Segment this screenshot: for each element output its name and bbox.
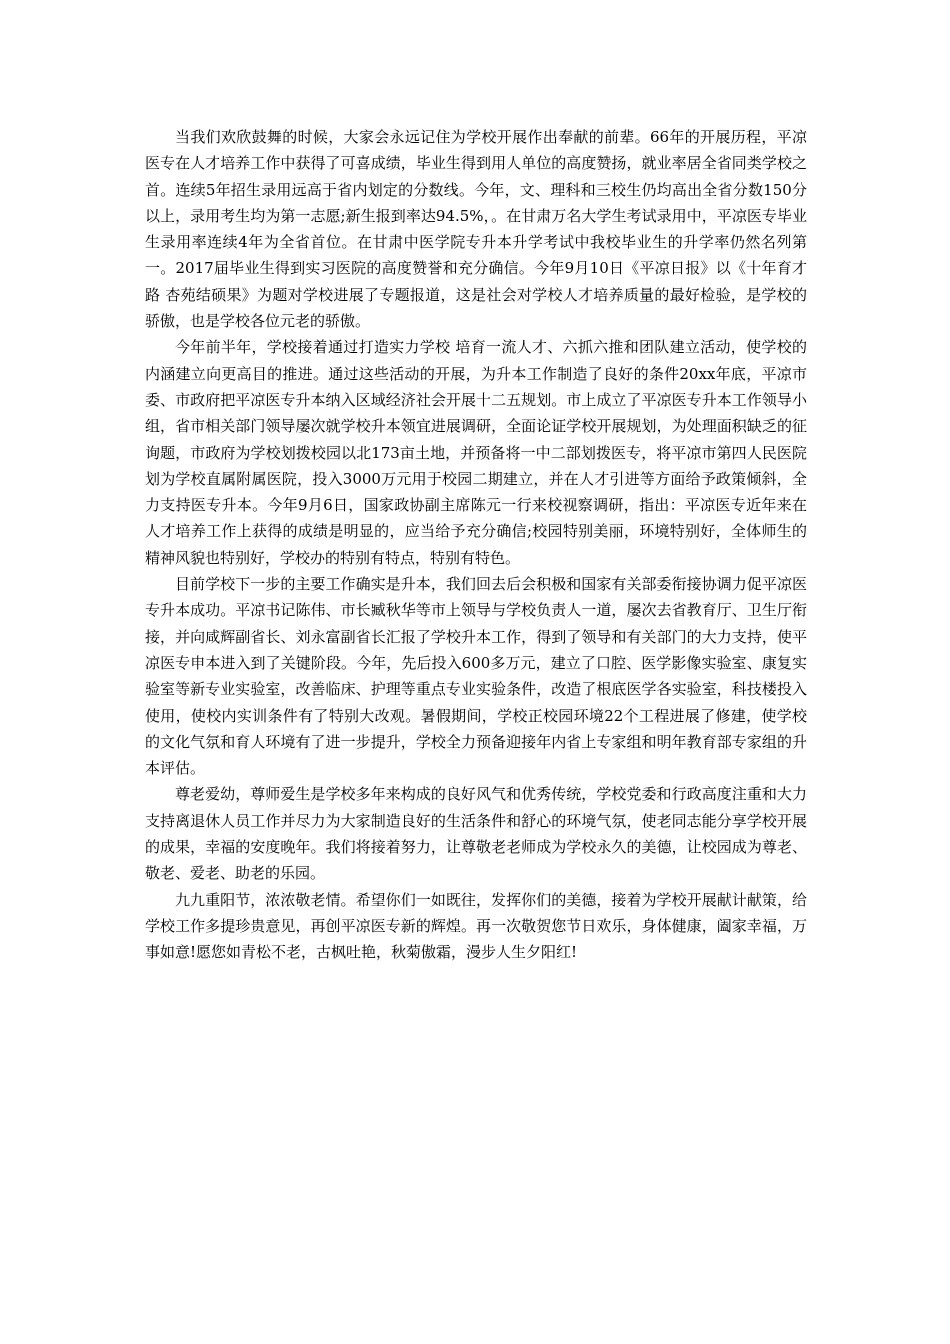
paragraph-5: 九九重阳节，浓浓敬老情。希望你们一如既往，发挥你们的美德，接着为学校开展献计献策，给学校工作多提珍贵意见，再创平凉医专新的辉煌。再一次敬贺您节日欢乐，身体健康，阖家幸福，万事如意!愿您如青松不老，古枫吐艳，秋菊傲霜，漫步人生夕阳红! — [145, 890, 807, 962]
paragraph-4: 尊老爱幼，尊师爱生是学校多年来构成的良好风气和优秀传统，学校党委和行政高度注重和大力支持离退休人员工作并尽力为大家制造良好的生活条件和舒心的环境气氛，使老同志能分享学校开展的成果，幸福的安度晚年。我们将接着努力，让尊敬老老师成为学校永久的美德，让校园成为尊老、敬老、爱老、助老的乐园。 — [145, 785, 807, 883]
paragraph-3: 目前学校下一步的主要工作确实是升本，我们回去后会积极和国家有关部委衔接协调力促平凉医专升本成功。平凉书记陈伟、市长臧秋华等市上领导与学校负责人一道，屡次去省教育厅、卫生厅衔接，并向咸辉副省长、刘永富副省长汇报了学校升本工作，得到了领导和有关部门的大力支持，使平凉医专申本进入到了关键阶段。今年，先后投入600多万元，建立了口腔、医学影像实验室、康复实验室等新专业实验室，改善临床、护理等重点专业实验条件，改造了根底医学各实验室，科技楼投入使用，使校内实训条件有了特别大改观。暑假期间，学校正校园环境22个工程进展了修建，使学校的文化气氛和育人环境有了进一步提升，学校全力预备迎接年内省上专家组和明年教育部专家组的升本评估。 — [145, 575, 807, 778]
paragraph-1: 当我们欢欣鼓舞的时候，大家会永远记住为学校开展作出奉献的前辈。66年的开展历程，平凉医专在人才培养工作中获得了可喜成绩，毕业生得到用人单位的高度赞扬，就业率居全省同类学校之首。连续5年招生录用远高于省内划定的分数线。今年，文、理科和三校生仍均高出全省分数150分以上，录用考生均为第一志愿;新生报到率达94.5%，。在甘肃万名大学生考试录用中，平凉医专毕业生录用率连续4年为全省首位。在甘肃中医学院专升本升学考试中我校毕业生的升学率仍然名列第一。2017届毕业生得到实习医院的高度赞誉和充分确信。今年9月10日《平凉日报》以《十年育才路 杏苑结硕果》为题对学校进展了专题报道，这是社会对学校人才培养质量的最好检验，是学校的骄傲，也是学校各位元老的骄傲。 — [145, 128, 807, 331]
paragraph-2: 今年前半年，学校接着通过打造实力学校 培育一流人才、六抓六推和团队建立活动，使学校的内涵建立向更高目的推进。通过这些活动的开展，为升本工作制造了良好的条件20xx年底，平凉市委、市政府把平凉医专升本纳入区域经济社会开展十二五规划。市上成立了平凉医专升本工作领导小组，省市相关部门领导屡次就学校升本领宜进展调研，全面论证学校开展规划，为处理面积缺乏的征询题，市政府为学校划拨校园以北173亩土地，并预备将一中二部划拨医专，将平凉市第四人民医院划为学校直属附属医院，投入3000万元用于校园二期建立，并在人才引进等方面给予政策倾斜，全力支持医专升本。今年9月6日，国家政协副主席陈元一行来校视察调研，指出：平凉医专近年来在人才培养工作上获得的成绩是明显的，应当给予充分确信;校园特别美丽，环境特别好，全体师生的精神风貌也特别好，学校办的特别有特点，特别有特色。 — [145, 338, 807, 567]
document-body — [145, 124, 807, 966]
